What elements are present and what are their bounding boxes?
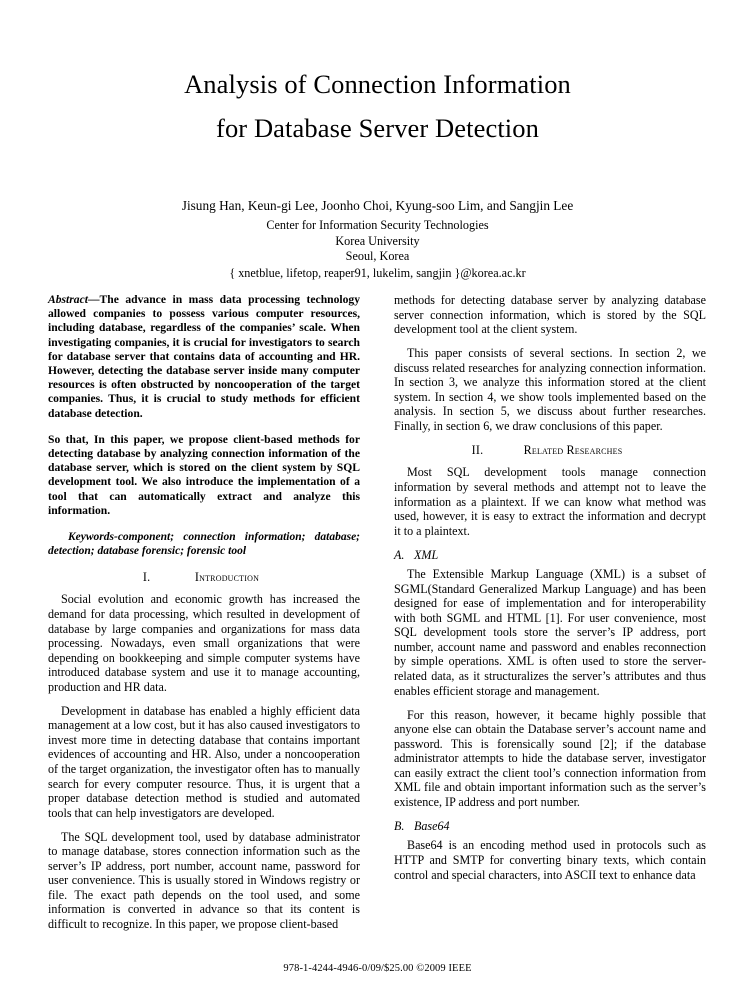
abstract-label: Abstract— bbox=[48, 293, 100, 306]
intro-paragraph-3-continued: methods for detecting database server by analyzing database server connection information, which is stored by the SQL development tool at the client system. bbox=[394, 293, 706, 337]
subsection-heading-xml bbox=[394, 548, 706, 563]
xml-paragraph-1: The Extensible Markup Language (XML) is a subset of SGML(Standard Generalized Markup Language) and has been designed for ease of implementation and for interoperability with both SGML and HTML [1]. For user convenience, most SQL development tools store the server’s IP address, port number, account name and password and enables reconnection by simple operations. XML is often used to store the server-related data, as it structuralizes the server’s attributes and thus enables efficient storage and management. bbox=[394, 567, 706, 698]
affiliation-line-2: Korea University bbox=[335, 233, 420, 248]
left-column bbox=[48, 293, 360, 941]
intro-paragraph-4: This paper consists of several sections. In section 2, we discuss related researches for analyzing connection information. In section 3, we analyze this information stored at the client system. In section 4, we show tools implemented based on the analysis. In section 5, we discuss about further researches. Finally, in section 6, we draw conclusions of this paper. bbox=[394, 346, 706, 433]
section-title-introduction: Introduction bbox=[194, 570, 260, 585]
base64-paragraph-1: Base64 is an encoding method used in protocols such as HTTP and SMTP for converting binary texts, which contain control and special characters, into ASCII text to enhance data bbox=[394, 838, 706, 882]
affiliation-line-1: Center for Information Security Technologies bbox=[266, 218, 489, 232]
related-researches-intro: Most SQL development tools manage connection information by several methods and attempt not to leave the information as a plaintext. If we can know what method was used, however, it is easy to extract the information and decrypt it to a plaintext. bbox=[394, 465, 706, 538]
subsection-title-base64: Base64 bbox=[414, 819, 450, 834]
abstract-paragraph-1 bbox=[48, 293, 360, 421]
section-heading-introduction bbox=[48, 570, 360, 585]
copyright-footer: 978-1-4244-4946-0/09/$25.00 ©2009 IEEE bbox=[283, 963, 472, 974]
subsection-heading-base64 bbox=[394, 819, 706, 834]
author-email: { xnetblue, lifetop, reaper91, lukelim, sangjin }@korea.ac.kr bbox=[229, 265, 526, 280]
section-heading-related-researches bbox=[394, 443, 706, 458]
intro-paragraph-2: Development in database has enabled a highly efficient data management at a low cost, but it has also caused investigators to invest more time in detecting database that contains important evidences of accounting and HR. Also, under a noncooperation of the target organization, the investigator often has to manually search for every computer resource. Thus, it is urgent that a proper database detection method is studied and automated tools that can help investigators are developed. bbox=[48, 703, 360, 820]
affiliation-line-3: Seoul, Korea bbox=[345, 249, 410, 263]
intro-paragraph-1: Social evolution and economic growth has increased the demand for data processing, which resulted in development of database by large companies and organizations for mass data processing. Nowadays, even small organizations that were depending on bookkeeping and simple computer systems have introduced database system and use it to manage accounting, production and HR data. bbox=[48, 592, 360, 694]
section-title-related-researches: Related Researches bbox=[523, 443, 623, 458]
author-block bbox=[0, 196, 755, 281]
section-numeral-introduction: I. bbox=[142, 570, 151, 585]
right-column bbox=[394, 293, 706, 941]
intro-paragraph-3: The SQL development tool, used by database administrator to manage database, stores connection information such as the server’s IP address, port number, account name, password for user convenience. This is usually stored in Windows registry or file. The exact path depends on the tool used, and some information is converted in advance so that its content is difficult to recognize. In this paper, we propose client-based bbox=[48, 829, 360, 931]
body-columns bbox=[48, 293, 707, 941]
abstract-paragraph-2: So that, In this paper, we propose client-based methods for detecting database by analyzing connection information of the database server, which is stored on the client system by SQL development tool. We also introduce the implementation of a tool that can automatically extract and analyze this information. bbox=[48, 432, 360, 517]
subsection-title-xml: XML bbox=[414, 548, 439, 563]
page-title-line-2: for Database Server Detection bbox=[216, 113, 539, 143]
author-names: Jisung Han, Keun-gi Lee, Joonho Choi, Kyung-soo Lim, and Sangjin Lee bbox=[181, 198, 574, 213]
title-block bbox=[0, 0, 755, 150]
subsection-label-xml: A. bbox=[394, 548, 405, 563]
section-numeral-related-researches: II. bbox=[471, 443, 484, 458]
abstract-text-1: The advance in mass data processing technology allowed companies to possess various computer resources, including database, regardless of the companies’ scale. When investigating companies, it is crucial for investigators to search for database server that contains data of accounting and HR. However, detecting the database server inside many computer resources is often obstructed by noncooperation of the target companies. Thus, it is crucial to study methods for efficient database detection. bbox=[48, 293, 360, 420]
page-title-line-1: Analysis of Connection Information bbox=[184, 69, 571, 99]
subsection-label-base64: B. bbox=[394, 819, 405, 834]
xml-paragraph-2: For this reason, however, it became highly possible that anyone else can obtain the Database server’s account name and password. This is forensically sound [2]; if the database administrator attempts to hide the database server, investigator can easily extract the client tool’s connection information from XML file and obtain important information such as the server’s existence, IP address and port number. bbox=[394, 707, 706, 809]
keywords-paragraph: Keywords-component; connection information; database; detection; database forensic; forensic tool bbox=[48, 531, 360, 558]
